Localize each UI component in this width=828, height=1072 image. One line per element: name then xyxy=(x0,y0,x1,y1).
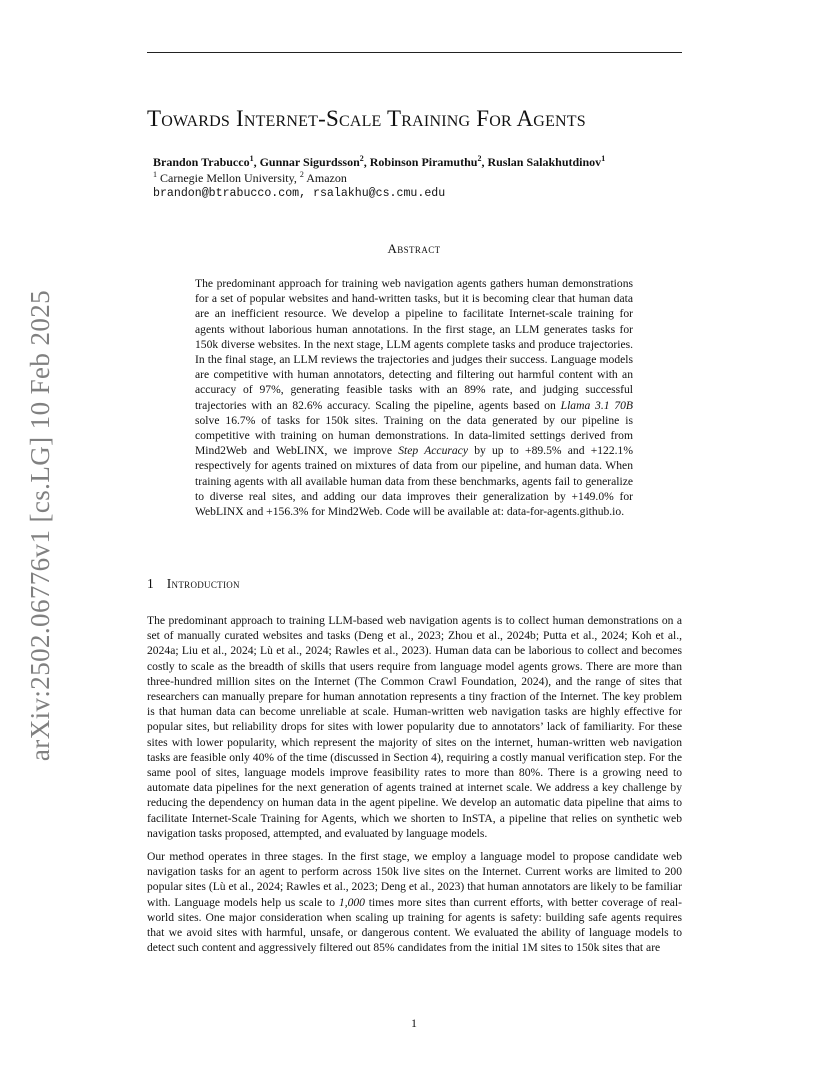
top-rule xyxy=(147,52,682,53)
section-number: 1 xyxy=(147,576,154,591)
abstract-heading: Abstract xyxy=(387,241,441,256)
author-emails: brandon@btrabucco.com, rsalakhu@cs.cmu.edu xyxy=(153,187,446,200)
author-name: , Gunnar Sigurdsson xyxy=(253,155,360,169)
page-number: 1 xyxy=(411,1016,417,1030)
author-affiliation-mark: 1 xyxy=(249,154,254,163)
author-affiliation-mark: 2 xyxy=(477,154,482,163)
affiliations xyxy=(153,171,347,186)
author-name: , Ruslan Salakhutdinov xyxy=(481,155,602,169)
abstract-italic-text: Step Accuracy xyxy=(398,444,468,458)
intro-paragraph xyxy=(147,849,682,955)
abstract-text: The predominant approach for training web navigation agents gathers human demonstrations for a set of popular websites and hand-written tasks, but it is becoming clear that human data are an inefficient resource. We develop a pipeline to facilitate Internet-scale training for agents without laborious human annotations. In the first stage, an LLM generates tasks for 150k diverse websites. In the next stage, LLM agents complete tasks and produce trajectories. In the final stage, an LLM reviews the trajectories and judges their success. Language models are competitive with human annotators, detecting and filtering out harmful content with an accuracy of 97%, generating feasible tasks with an 89% rate, and judging successful trajectories with an 82.6% accuracy. Scaling the pipeline, agents based on xyxy=(195,277,633,412)
introduction-body xyxy=(147,613,682,963)
author-name: , Robinson Piramuthu xyxy=(363,155,478,169)
abstract-italic-text: Llama 3.1 70B xyxy=(560,398,633,412)
section-title: Introduction xyxy=(166,576,240,591)
author-affiliation-mark: 2 xyxy=(359,154,364,163)
affiliation-mark: 2 xyxy=(299,170,304,179)
paragraph-italic-text: 1,000 xyxy=(338,895,365,909)
affiliation-mark: 1 xyxy=(153,170,157,179)
paper-title: Towards Internet-Scale Training For Agents xyxy=(147,106,586,131)
arxiv-id-text: arXiv:2502.06776v1 [cs.LG] 10 Feb 2025 xyxy=(25,289,56,761)
affiliation-text: Carnegie Mellon University, xyxy=(157,171,300,185)
abstract-body xyxy=(195,276,633,519)
author-affiliation-mark: 1 xyxy=(601,154,606,163)
arxiv-stamp xyxy=(18,290,64,760)
intro-paragraph: The predominant approach to training LLM-based web navigation agents is to collect human demonstrations on a set of manually curated websites and tasks (Deng et al., 2023; Zhou et al., 2024b; Putta et al., 2024; Koh et al., 2024a; Liu et al., 2024; Lù et al., 2024; Rawles et al., 2023). Human data can be laborious to collect and becomes costly to scale as the breadth of skills that users require from language model agents grows. There are more than three-hundred million sites on the Internet (The Common Crawl Foundation, 2024), and the range of sites that researchers can manually prepare for human annotation represents a tiny fraction of the Internet. The key problem is that human data can become unreliable at scale. Human-written web navigation tasks are highly effective for popular sites, but reliability drops for sites with lower popularity due to annotators’ lack of familiarity. For these sites with lower popularity, which represent the majority of sites on the internet, human-written web navigation tasks are feasible only 40% of the time (discussed in Section 4), requiring a costly manual verification step. For the same pool of sites, language models improve feasibility rates to more than 80%. There is a growing need to automate data pipelines for the next generation of agents trained at internet scale. We address a key challenge by reducing the dependency on human data in the agent pipeline. We develop an automatic data pipeline that aims to facilitate Internet-Scale Training for Agents, which we shorten to InSTA, a pipeline that relies on synthetic web navigation tasks proposed, attempted, and evaluated by language models. xyxy=(147,614,682,840)
abstract-text: solve 16.7% of tasks for 150k sites. Training on the data generated by our pipeline is competitive with training on human demonstrations. In data-limited settings derived from Mind2Web and WebLINX, we improve xyxy=(195,413,633,458)
paragraph-text: times more sites than current efforts, with better coverage of real-world sites. One major consideration when scaling up training for agents is safety: building safe agents requires that we avoid sites with harmful, unsafe, or dangerous content. We evaluated the ability of language models to detect such content and aggressively filtered out 85% candidates from the initial 1M sites to 150k sites that are xyxy=(147,895,682,955)
abstract-text: by up to +89.5% and +122.1% respectively for agents trained on mixtures of data from our pipeline, and human data. When training agents with all available human data from these benchmarks, agents fail to generalize to diverse real sites, and adding our data improves their generalization by +149.0% for WebLINX and +156.3% for Mind2Web. Code will be available at: data-for-agents.github.io. xyxy=(195,444,634,519)
paragraph-text: Our method operates in three stages. In the first stage, we employ a language model to propose candidate web navigation tasks for an agent to perform across 150k live sites on the Internet. Current works are limited to 200 popular sites (Lù et al., 2024; Rawles et al., 2023; Deng et al., 2023) that human annotators are likely to be familiar with. Language models help us scale to xyxy=(147,850,682,909)
affiliation-text: Amazon xyxy=(303,171,347,185)
author-list xyxy=(153,155,605,170)
section-heading xyxy=(147,576,240,592)
author-name: Brandon Trabucco xyxy=(153,155,250,169)
